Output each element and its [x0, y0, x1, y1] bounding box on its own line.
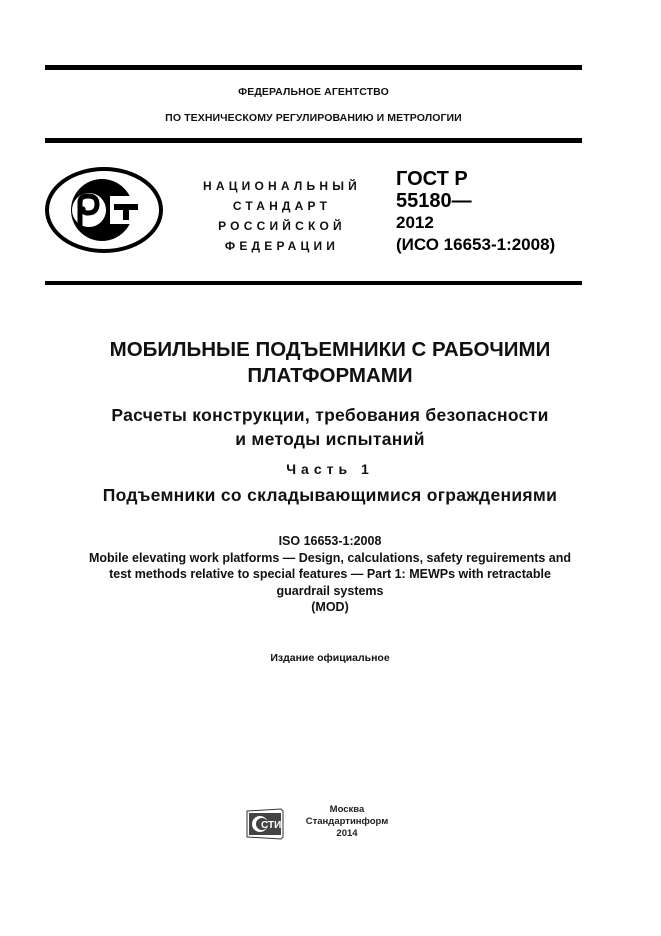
national-line: ФЕДЕРАЦИИ: [224, 239, 340, 253]
national-line: НАЦИОНАЛЬНЫЙ: [202, 179, 362, 193]
title-line: ПЛАТФОРМАМИ: [247, 364, 413, 387]
document-title: [40, 337, 620, 389]
national-line: РОССИЙСКОЙ: [218, 219, 346, 233]
title-line: МОБИЛЬНЫЕ ПОДЪЕМНИКИ С РАБОЧИМИ: [109, 338, 551, 361]
iso-reference: [40, 533, 620, 616]
iso-title-line: test methods relative to special features — Part 1: MEWPs with retractable: [109, 567, 551, 581]
gost-r-emblem-icon: [44, 166, 164, 254]
iso-modification: (MOD): [311, 600, 349, 614]
standartinform-logo-icon: [245, 808, 285, 840]
national-line: СТАНДАРТ: [232, 199, 332, 213]
publication-year: 2014: [336, 828, 358, 839]
agency-line-1: ФЕДЕРАЛЬНОЕ АГЕНТСТВО: [238, 86, 389, 98]
designation-line: ГОСТ Р: [396, 168, 468, 190]
official-edition-label: Издание официальное: [270, 652, 390, 664]
svg-text:СТИ: СТИ: [261, 820, 282, 831]
national-standard-label: [192, 176, 372, 256]
designation-year: 2012: [396, 213, 434, 232]
document-subtitle: [40, 403, 620, 451]
subtitle-line: и методы испытаний: [235, 429, 425, 449]
iso-title-line: guardrail systems: [276, 583, 384, 598]
designation-number: 55180—: [396, 190, 472, 212]
iso-equivalent: (ИСО 16653-1:2008): [396, 235, 556, 254]
iso-title-line: Mobile elevating work platforms — Design, calculations, safety reguirements and: [88, 550, 572, 565]
section-rule: [45, 281, 582, 285]
iso-code: ISO 16653-1:2008: [278, 534, 382, 548]
part-number: Часть 1: [286, 461, 374, 477]
publisher-city: Москва: [329, 804, 365, 815]
publisher-name: Стандартинформ: [305, 816, 389, 827]
part-title: Подъемники со складывающимися ограждениями: [102, 485, 558, 505]
standard-designation: [396, 168, 555, 256]
header-rule: [45, 138, 582, 143]
subtitle-line: Расчеты конструкции, требования безопасности: [111, 405, 549, 425]
top-rule: [45, 65, 582, 70]
agency-line-2: ПО ТЕХНИЧЕСКОМУ РЕГУЛИРОВАНИЮ И МЕТРОЛОГИИ: [165, 112, 462, 124]
publisher-info: [292, 804, 402, 840]
